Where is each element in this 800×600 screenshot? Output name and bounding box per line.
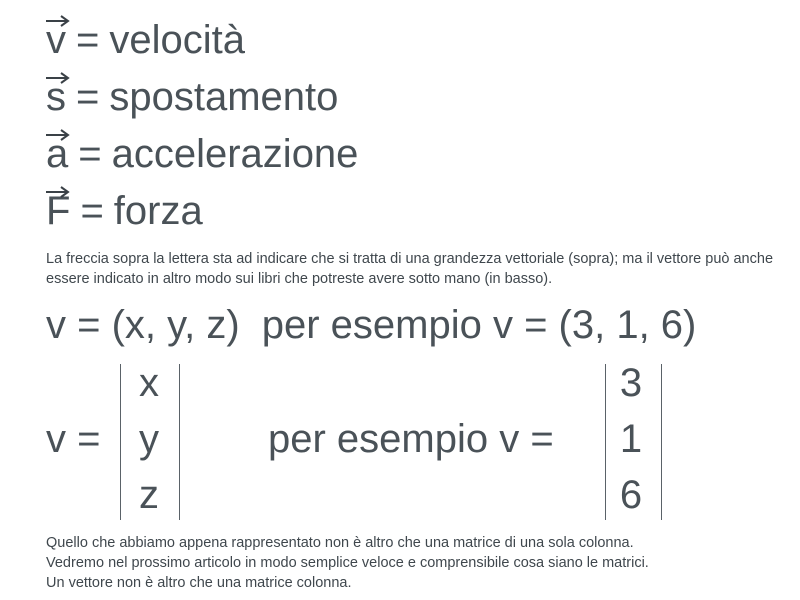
definition-displacement	[46, 69, 358, 126]
vector-arrow-icon	[45, 185, 71, 199]
caption-line: Quello che abbiamo appena rappresentato non è altro che una matrice di una sola colonna.	[46, 535, 634, 551]
definition-meaning: accelerazione	[111, 132, 359, 176]
example-column-label: per esempio v =	[268, 417, 554, 461]
caption-top: La freccia sopra la lettera sta ad indicare che si tratta di una grandezza vettoriale (sopra); ma il vettore può anche essere indicato in altro modo sui libri che potreste avere sotto mano (in basso).	[46, 251, 774, 287]
vector-definitions	[46, 12, 358, 240]
equals-sign: =	[80, 189, 104, 233]
symbol-letter: s	[46, 75, 66, 119]
vector-arrow-icon	[45, 128, 71, 142]
definition-force	[46, 183, 358, 240]
caption-line: Un vettore non è altro che una matrice colonna.	[46, 575, 352, 591]
vector-arrow-icon	[45, 14, 71, 28]
example-column-entry: 3	[619, 361, 643, 405]
tuple-notation	[46, 300, 696, 350]
column-entry: y	[139, 417, 159, 461]
matrix-right-bar	[179, 364, 180, 520]
example-matrix-right-bar	[661, 364, 662, 520]
equals-sign: =	[78, 132, 102, 176]
symbol-letter: F	[46, 189, 71, 233]
vector-symbol	[46, 126, 68, 183]
tuple-right: per esempio v = (3, 1, 6)	[261, 303, 697, 347]
example-column-entry: 6	[619, 473, 643, 517]
tuple-left: v = (x, y, z)	[46, 303, 240, 347]
caption-line: Vedremo nel prossimo articolo in modo semplice veloce e comprensibile cosa siano le matrici.	[46, 555, 649, 571]
example-column-entry: 1	[619, 417, 643, 461]
caption-bottom	[46, 533, 786, 593]
column-entry: z	[139, 473, 159, 517]
vector-symbol	[46, 12, 66, 69]
column-entry: x	[139, 361, 159, 405]
definition-velocity	[46, 12, 358, 69]
vector-symbol	[46, 183, 70, 240]
vector-arrow-icon	[45, 71, 71, 85]
equals-sign: =	[76, 75, 100, 119]
symbol-letter: v	[46, 18, 66, 62]
matrix-left-bar	[120, 364, 121, 520]
symbol-letter: a	[46, 132, 69, 176]
definition-meaning: spostamento	[109, 75, 339, 119]
definition-acceleration	[46, 126, 358, 183]
column-vector-label: v =	[46, 417, 101, 461]
definition-meaning: forza	[113, 189, 203, 233]
equals-sign: =	[76, 18, 100, 62]
example-matrix-left-bar	[605, 364, 606, 520]
definition-meaning: velocità	[109, 18, 245, 62]
vector-symbol	[46, 69, 66, 126]
